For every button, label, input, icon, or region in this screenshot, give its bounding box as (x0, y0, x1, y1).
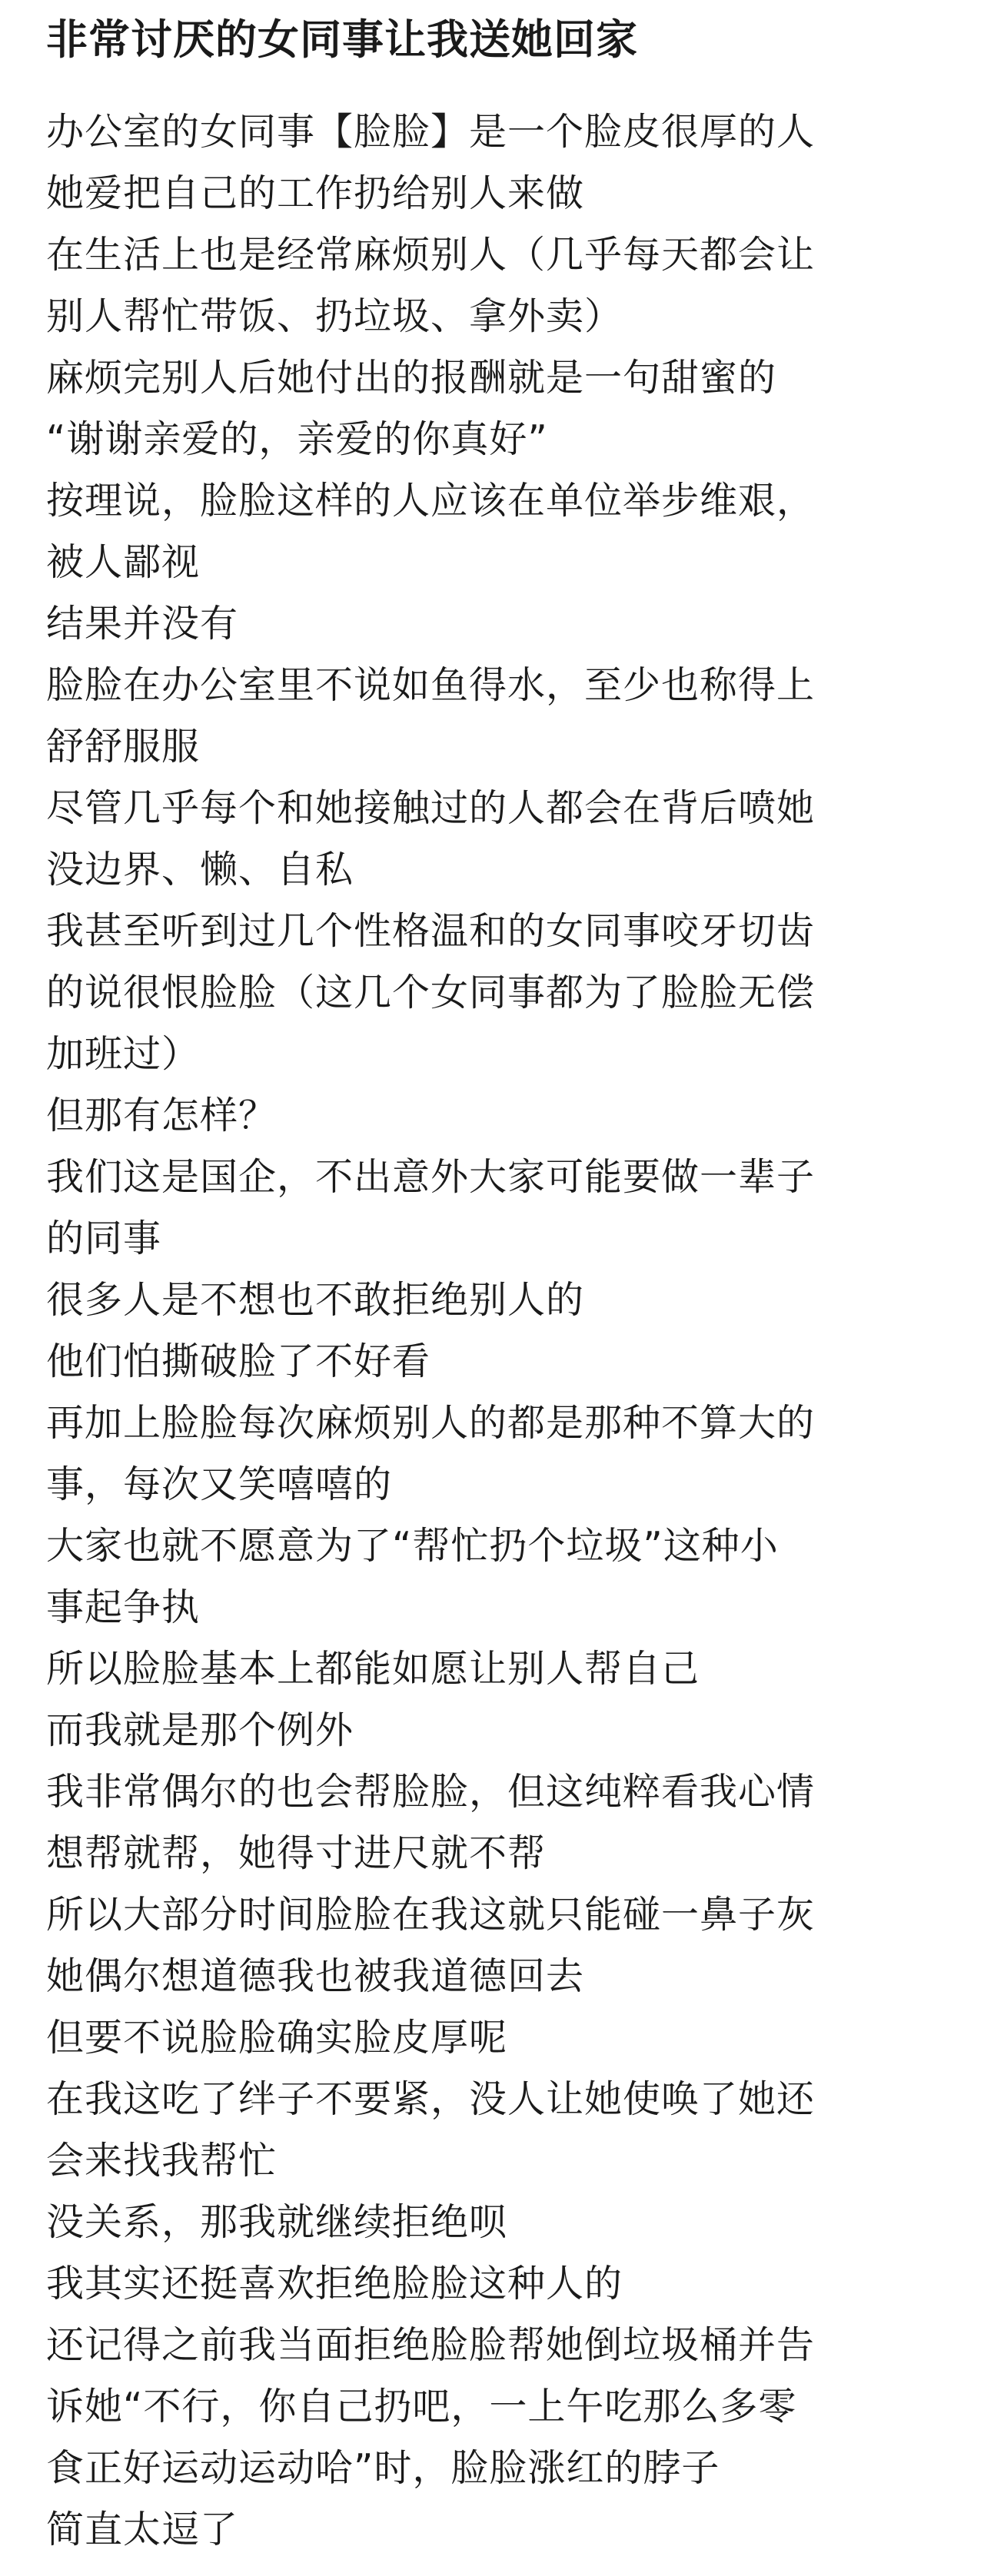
article-line: 我甚至听到过几个性格温和的女同事咬牙切齿 (46, 909, 816, 953)
article-line: 但那有怎样？ (46, 1094, 278, 1137)
article-line: 没边界、懒、自私 (46, 848, 354, 891)
article-line: 我其实还挺喜欢拒绝脸脸这种人的 (46, 2262, 623, 2305)
article-line: 再加上脸脸每次麻烦别人的都是那种不算大的 (46, 1401, 816, 1445)
article-line: 被人鄙视 (46, 540, 201, 584)
article-line: 食正好运动运动哈”时，脸脸涨红的脖子 (46, 2446, 720, 2490)
article-line: 加班过） (46, 1032, 201, 1076)
article-line: 想帮就帮，她得寸进尺就不帮 (46, 1831, 547, 1875)
article-line: 但要不说脸脸确实脸皮厚呢 (46, 2016, 508, 2060)
article-line: 尽管几乎每个和她接触过的人都会在背后喷她 (46, 786, 816, 830)
article-line: 脸脸在办公室里不说如鱼得水，至少也称得上 (46, 663, 816, 707)
article-line: 结果并没有 (46, 602, 239, 646)
article-line: 别人帮忙带饭、扔垃圾、拿外卖） (46, 294, 623, 338)
article-line: 我们这是国企，不出意外大家可能要做一辈子 (46, 1155, 816, 1199)
article-line: 她爱把自己的工作扔给别人来做 (46, 171, 585, 215)
article-line: 简直太逗了 (46, 2508, 239, 2551)
article-line: 的同事 (46, 1217, 162, 1260)
article-line: 在生活上也是经常麻烦别人（几乎每天都会让 (46, 233, 816, 277)
article-body (46, 101, 938, 2561)
article-line: 按理说，脸脸这样的人应该在单位举步维艰， (46, 479, 816, 523)
article-line: 没关系，那我就继续拒绝呗 (46, 2200, 508, 2244)
article-line: 事起争执 (46, 1585, 201, 1629)
article-line: 会来找我帮忙 (46, 2139, 278, 2183)
article-title: 非常讨厌的女同事让我送她回家 (46, 15, 638, 64)
article-line: 诉她“不行，你自己扔吧，一上午吃那么多零 (46, 2385, 797, 2428)
article-line: 所以脸脸基本上都能如愿让别人帮自己 (46, 1647, 700, 1691)
article-line: 舒舒服服 (46, 725, 201, 768)
article-line: 办公室的女同事【脸脸】是一个脸皮很厚的人 (46, 110, 816, 154)
article-line: 他们怕撕破脸了不好看 (46, 1339, 431, 1383)
article-line: “谢谢亲爱的，亲爱的你真好” (46, 417, 548, 461)
article-line: 的说很恨脸脸（这几个女同事都为了脸脸无偿 (46, 971, 816, 1014)
article-line: 大家也就不愿意为了“帮忙扔个垃圾”这种小 (46, 1524, 779, 1568)
article-line: 麻烦完别人后她付出的报酬就是一句甜蜜的 (46, 356, 777, 400)
article-line: 所以大部分时间脸脸在我这就只能碰一鼻子灰 (46, 1893, 816, 1937)
article-line: 还记得之前我当面拒绝脸脸帮她倒垃圾桶并告 (46, 2323, 816, 2367)
article-line: 在我这吃了绊子不要紧，没人让她使唤了她还 (46, 2077, 816, 2121)
article-line: 很多人是不想也不敢拒绝别人的 (46, 1278, 585, 1322)
article-line: 她偶尔想道德我也被我道德回去 (46, 1954, 585, 1998)
article-line: 而我就是那个例外 (46, 1708, 354, 1752)
article-line: 事，每次又笑嘻嘻的 (46, 1462, 393, 1506)
article-line: 我非常偶尔的也会帮脸脸，但这纯粹看我心情 (46, 1770, 816, 1814)
